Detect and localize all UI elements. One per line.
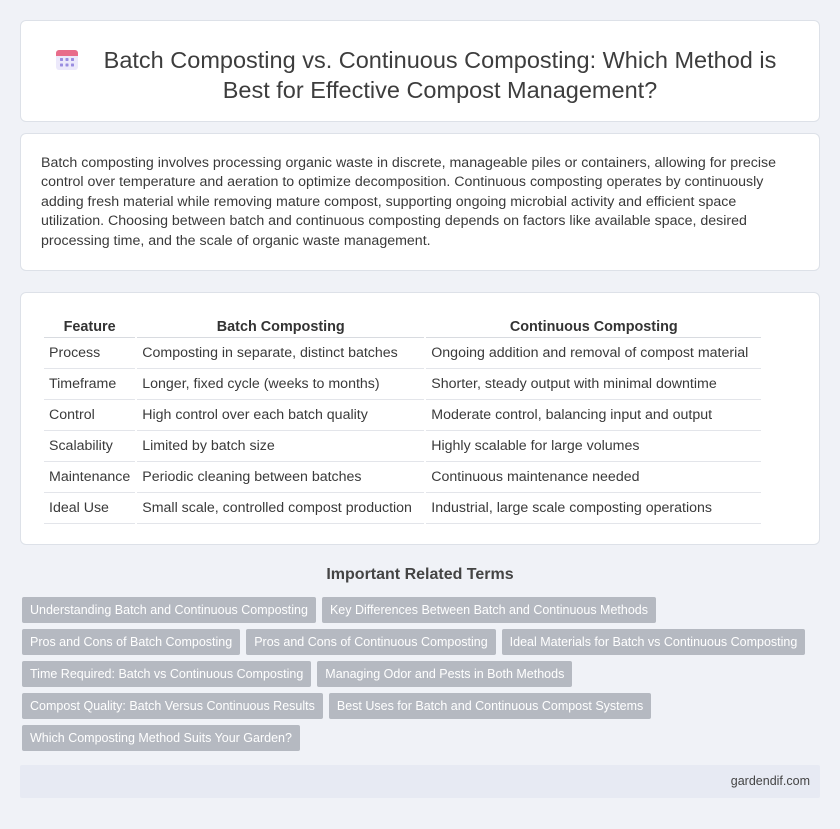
related-term-link[interactable]: Understanding Batch and Continuous Composting — [22, 597, 316, 623]
related-term-link[interactable]: Ideal Materials for Batch vs Continuous Composting — [502, 629, 806, 655]
column-header-batch: Batch Composting — [137, 314, 424, 338]
related-term-link[interactable]: Pros and Cons of Batch Composting — [22, 629, 240, 655]
related-term-link[interactable]: Managing Odor and Pests in Both Methods — [317, 661, 572, 687]
table-row — [44, 369, 761, 400]
table-cell: Control — [44, 400, 135, 431]
table-row — [44, 493, 761, 524]
related-terms-list — [22, 597, 802, 757]
table-cell: Maintenance — [44, 462, 135, 493]
table-cell: Moderate control, balancing input and output — [426, 400, 761, 431]
table-cell: Highly scalable for large volumes — [426, 431, 761, 462]
column-header-continuous: Continuous Composting — [426, 314, 761, 338]
intro-paragraph: Batch composting involves processing organic waste in discrete, manageable piles or containers, allowing for precise control over temperature and aeration to optimize decomposition. Continuous composting operates by continuously adding fresh material while removing mature compost, supporting ongoing microbial activity and efficient space utilization. Choosing between batch and continuous composting depends on factors like available space, desired processing time, and the scale of organic waste management. — [41, 155, 776, 249]
footer — [20, 765, 820, 798]
table-row — [44, 431, 761, 462]
table-cell: Small scale, controlled compost production — [137, 493, 424, 524]
page-title: Batch Composting vs. Continuous Composting: Which Method is Best for Effective Compost Management? — [103, 47, 777, 103]
related-terms-heading: Important Related Terms — [326, 566, 514, 583]
related-term-link[interactable]: Pros and Cons of Continuous Composting — [246, 629, 495, 655]
tag-row — [22, 597, 802, 623]
related-term-link[interactable]: Best Uses for Batch and Continuous Compost Systems — [329, 693, 651, 719]
table-cell: Composting in separate, distinct batches — [137, 338, 424, 369]
tag-row — [22, 661, 802, 687]
intro-card — [20, 133, 820, 271]
table-row — [44, 338, 761, 369]
calendar-icon — [55, 47, 79, 71]
table-cell: Industrial, large scale composting operations — [426, 493, 761, 524]
tag-row — [22, 693, 802, 719]
table-cell: Shorter, steady output with minimal downtime — [426, 369, 761, 400]
table-row — [44, 400, 761, 431]
footer-site-name: gardendif.com — [730, 774, 810, 788]
title-card — [20, 20, 820, 122]
tag-row — [22, 725, 802, 751]
table-cell: Longer, fixed cycle (weeks to months) — [137, 369, 424, 400]
column-header-feature: Feature — [44, 314, 135, 338]
table-cell: Timeframe — [44, 369, 135, 400]
table-row — [44, 462, 761, 493]
table-cell: Periodic cleaning between batches — [137, 462, 424, 493]
table-cell: Scalability — [44, 431, 135, 462]
comparison-table — [42, 314, 763, 524]
table-cell: Process — [44, 338, 135, 369]
related-term-link[interactable]: Key Differences Between Batch and Continuous Methods — [322, 597, 656, 623]
table-cell: High control over each batch quality — [137, 400, 424, 431]
related-term-link[interactable]: Which Composting Method Suits Your Garden? — [22, 725, 300, 751]
table-cell: Ideal Use — [44, 493, 135, 524]
table-cell: Continuous maintenance needed — [426, 462, 761, 493]
related-term-link[interactable]: Time Required: Batch vs Continuous Composting — [22, 661, 311, 687]
tag-row — [22, 629, 802, 655]
table-cell: Limited by batch size — [137, 431, 424, 462]
related-term-link[interactable]: Compost Quality: Batch Versus Continuous Results — [22, 693, 323, 719]
comparison-table-card — [20, 292, 820, 545]
table-cell: Ongoing addition and removal of compost material — [426, 338, 761, 369]
table-header-row — [44, 314, 761, 338]
